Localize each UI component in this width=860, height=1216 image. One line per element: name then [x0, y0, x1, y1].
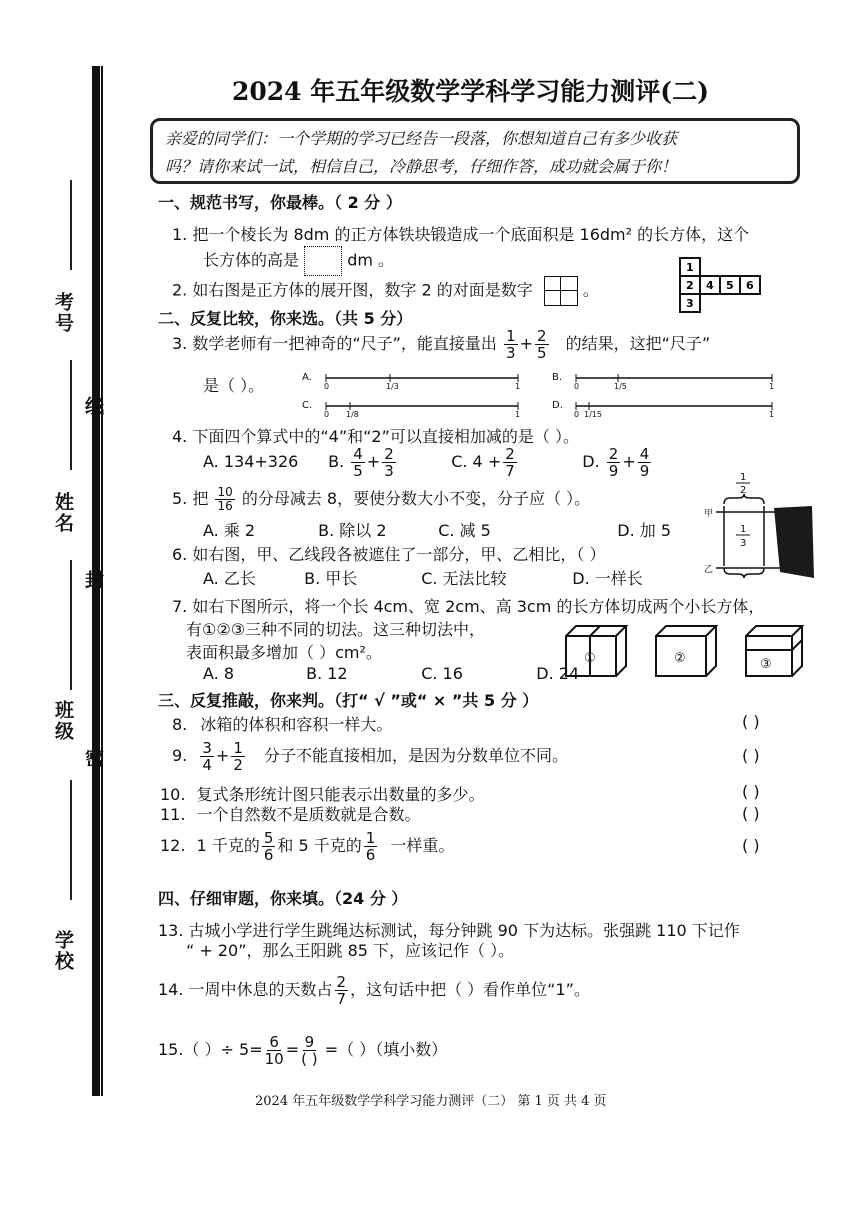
- name-label: 姓名: [52, 492, 74, 534]
- q9-text: 分子不能直接相加，是因为分数单位不同。: [263, 746, 568, 765]
- q4-option-a[interactable]: A. 134+326: [203, 452, 299, 471]
- q4-options: [203, 446, 653, 479]
- net-label-3: 3: [686, 297, 694, 310]
- judge-row: [160, 830, 454, 863]
- q3-frac2: $\frac{2}{5}$: [536, 327, 547, 362]
- judge-row: [160, 802, 421, 825]
- cube-net-figure: [676, 256, 776, 318]
- q12-number: 12.: [160, 836, 186, 855]
- q11-answer-paren[interactable]: ( ): [742, 804, 760, 823]
- q5-options: [203, 518, 671, 541]
- q5-stem: [172, 486, 590, 513]
- seal-line-char: 线: [82, 396, 104, 415]
- section-2-heading: 二、反复比较，你来选。（共 5 分）: [158, 309, 413, 328]
- q15-frac2: $\frac{9}{( )}$: [301, 1033, 318, 1068]
- q1-line2a: 长方体的高是: [203, 250, 300, 270]
- q2-answer-box[interactable]: [544, 276, 578, 306]
- ruler-a-start: 0: [324, 382, 330, 391]
- q4-option-b[interactable]: B. $\frac{4}{5}$ + $\frac{2}{3}$: [328, 445, 394, 480]
- ruler-c-label: C.: [302, 400, 313, 411]
- ruler-a-label: A.: [302, 372, 312, 383]
- ruler-d-start: 0: [574, 410, 580, 418]
- net-label-5: 5: [726, 279, 734, 292]
- fig-top-den: 2: [740, 485, 747, 496]
- q7-line3: 表面积最多增加（ ）cm²。: [186, 643, 382, 662]
- q9-frac1: $\frac{3}{4}$: [202, 739, 212, 774]
- page-title: 2024 年五年级数学学科学习能力测评(二): [232, 77, 709, 106]
- q8-text: 冰箱的体积和容积一样大。: [200, 715, 393, 734]
- q11-number: 11.: [160, 805, 186, 824]
- section-1-heading: 一、规范书写，你最棒。（ 2 分 ）: [158, 193, 402, 212]
- q7-options: [203, 664, 579, 683]
- ruler-c-mark: 1/8: [346, 410, 359, 418]
- net-label-4: 4: [706, 279, 714, 292]
- q5-lead: 5. 把: [172, 489, 209, 508]
- q3-tail: 的结果，这把“尺子”: [565, 334, 711, 353]
- net-label-1: 1: [686, 261, 694, 274]
- q5-option-d[interactable]: D. 加 5: [617, 521, 672, 540]
- ruler-a-end: 1: [515, 382, 521, 391]
- q10-text: 复式条形统计图只能表示出数量的多少。: [196, 785, 485, 804]
- fig-cover: [774, 506, 814, 578]
- ruler-c-start: 0: [324, 410, 330, 418]
- exam-no-line: [70, 180, 72, 270]
- class-line: [70, 560, 72, 690]
- fig-top-num: 1: [740, 472, 747, 483]
- q5-option-a[interactable]: A. 乘 2: [203, 521, 256, 540]
- q14-lead: 14. 一周中休息的天数占: [158, 980, 333, 999]
- q12-text-c: 一样重。: [390, 836, 455, 855]
- ruler-b-mark: 1/5: [614, 382, 627, 391]
- intro-line-2: 吗？请你来试一试，相信自己，冷静思考，仔细作答，成功就会属于你！: [165, 157, 678, 176]
- q8-answer-paren[interactable]: ( ): [742, 712, 760, 731]
- q1-line1: 1. 把一个棱长为 8dm 的正方体铁块锻造成一个底面积是 16dm² 的长方体，这个: [172, 225, 750, 244]
- q2-text: 2. 如右图是正方体的展开图，数字 2 的对面是数字: [172, 280, 533, 300]
- q7-cuboid-figures: [560, 620, 810, 680]
- q13-line1: 13. 古城小学进行学生跳绳达标测试，每分钟跳 90 下为达标。张强跳 110 下记作: [158, 921, 740, 940]
- cut-label-1: ①: [584, 651, 596, 666]
- class-label: 班级: [52, 700, 74, 742]
- fig-mid-num: 1: [740, 524, 747, 535]
- ruler-d-mark: 1/15: [584, 410, 602, 418]
- q6-option-b[interactable]: B. 甲长: [304, 569, 358, 588]
- q2-tail: 。: [582, 280, 599, 300]
- q1-line2: [203, 246, 394, 276]
- net-label-6: 6: [746, 279, 754, 292]
- q6-option-c[interactable]: C. 无法比较: [421, 569, 507, 588]
- q3-line2: 是（ ）。: [203, 376, 265, 395]
- fig-jia: 甲: [704, 509, 714, 519]
- q1-answer-box[interactable]: [304, 246, 342, 276]
- seal-dense-char: 密: [82, 748, 104, 767]
- q12-text-b: 和 5 千克的: [277, 836, 362, 855]
- q14-tail: ，这句话中把（ ）看作单位“1”。: [350, 980, 590, 999]
- q7-option-d[interactable]: D. 24: [536, 664, 580, 683]
- q5-frac: $\frac{10}{16}$: [217, 485, 233, 513]
- ruler-a-mark: 1/3: [386, 382, 399, 391]
- q6-segment-figure: [700, 468, 816, 580]
- q5-tail: 的分母减去 8，要使分数大小不变，分子应（ ）。: [241, 489, 591, 508]
- q12-frac2: $\frac{1}{6}$: [365, 829, 376, 864]
- q4-option-c[interactable]: C. 4 + $\frac{2}{7}$: [451, 445, 515, 480]
- q6-stem: 6. 如右图，甲、乙线段各被遮住了一部分，甲、乙相比，（ ）: [172, 545, 606, 564]
- judge-row: [172, 712, 392, 735]
- net-label-2: 2: [686, 279, 694, 292]
- q3-line1: [172, 328, 710, 361]
- school-label: 学校: [52, 930, 74, 972]
- ruler-c-end: 1: [515, 410, 521, 418]
- q7-option-a[interactable]: A. 8: [203, 664, 235, 683]
- q6-option-a[interactable]: A. 乙长: [203, 569, 256, 588]
- q14-line: [158, 974, 590, 1007]
- q7-line2: 有①②③三种不同的切法。这三种切法中，: [186, 620, 486, 639]
- q12-text-a: 1 千克的: [196, 836, 260, 855]
- intro-line-1: 亲爱的同学们：一个学期的学习已经告一段落，你想知道自己有多少收获: [165, 129, 678, 148]
- page-footer: 2024 年五年级数学学科学习能力测评（二） 第 1 页 共 4 页: [255, 1094, 607, 1109]
- q12-answer-paren[interactable]: ( ): [742, 836, 760, 855]
- ruler-b-end: 1: [769, 382, 775, 391]
- q3-rulers: [300, 368, 780, 418]
- q2-line: [172, 276, 599, 306]
- exam-no-label: 考号: [52, 292, 74, 334]
- fig-yi: 乙: [704, 565, 714, 575]
- q13-line2: “ + 20”，那么王阳跳 85 下，应该记作（ ）。: [186, 941, 515, 960]
- q6-option-d[interactable]: D. 一样长: [572, 569, 643, 588]
- cut-label-3: ③: [760, 657, 772, 672]
- q11-text: 一个自然数不是质数就是合数。: [196, 805, 421, 824]
- ruler-d-end: 1: [769, 410, 775, 418]
- fig-mid-den: 3: [740, 538, 747, 549]
- q8-number: 8.: [172, 715, 188, 734]
- q6-options: [203, 566, 643, 589]
- ruler-b-start: 0: [574, 382, 580, 391]
- q10-number: 10.: [160, 785, 186, 804]
- q7-option-b[interactable]: B. 12: [306, 664, 348, 683]
- q15-eq: =: [285, 1040, 300, 1059]
- school-line: [70, 780, 72, 900]
- judge-row: 9. $\frac{3}{4}$ + $\frac{1}{2}$ 分子不能直接相加，是因为分数单位不同。: [172, 739, 568, 774]
- name-line: [70, 360, 72, 470]
- q1-line2b: dm 。: [347, 250, 395, 270]
- section-3-heading: 三、反复推敲，你来判。（打“ √ ”或“ × ”共 5 分 ）: [158, 691, 539, 710]
- q15-tail: =（ ）（填小数）: [324, 1040, 448, 1059]
- intro-box: [150, 118, 800, 184]
- q12-frac1: $\frac{5}{6}$: [263, 829, 274, 864]
- section-4-heading: 四、仔细审题，你来填。（24 分 ）: [158, 889, 408, 908]
- q7-line1: 7. 如右下图所示，将一个长 4cm、宽 2cm、高 3cm 的长方体切成两个小长方体，: [172, 597, 765, 616]
- q4-option-d[interactable]: D. $\frac{2}{9}$ + $\frac{4}{9}$: [582, 445, 650, 480]
- q3-lead: 3. 数学老师有一把神奇的“尺子”，能直接量出: [172, 334, 497, 353]
- q15-line: [158, 1034, 447, 1067]
- q9-frac2: $\frac{1}{2}$: [233, 739, 243, 774]
- q9-answer-paren[interactable]: ( ): [742, 746, 760, 765]
- ruler-d-label: D.: [552, 400, 563, 411]
- q14-frac: $\frac{2}{7}$: [336, 973, 347, 1008]
- cut-label-2: ②: [674, 651, 686, 666]
- q9-number: 9.: [172, 746, 188, 765]
- q15-lead: 15.（ ）÷ 5=: [158, 1040, 263, 1059]
- seal-seal-char: 封: [82, 570, 104, 589]
- q5-option-c[interactable]: C. 减 5: [438, 521, 491, 540]
- q4-stem: 4. 下面四个算式中的“4”和“2”可以直接相加减的是（ ）。: [172, 427, 579, 446]
- q15-frac1: $\frac{6}{10}$: [264, 1033, 284, 1068]
- ruler-b-label: B.: [552, 372, 563, 383]
- q10-answer-paren[interactable]: ( ): [742, 782, 760, 801]
- q3-frac1: $\frac{1}{3}$: [506, 327, 516, 362]
- q7-option-c[interactable]: C. 16: [421, 664, 463, 683]
- q3-plus: +: [519, 334, 533, 353]
- q5-option-b[interactable]: B. 除以 2: [318, 521, 387, 540]
